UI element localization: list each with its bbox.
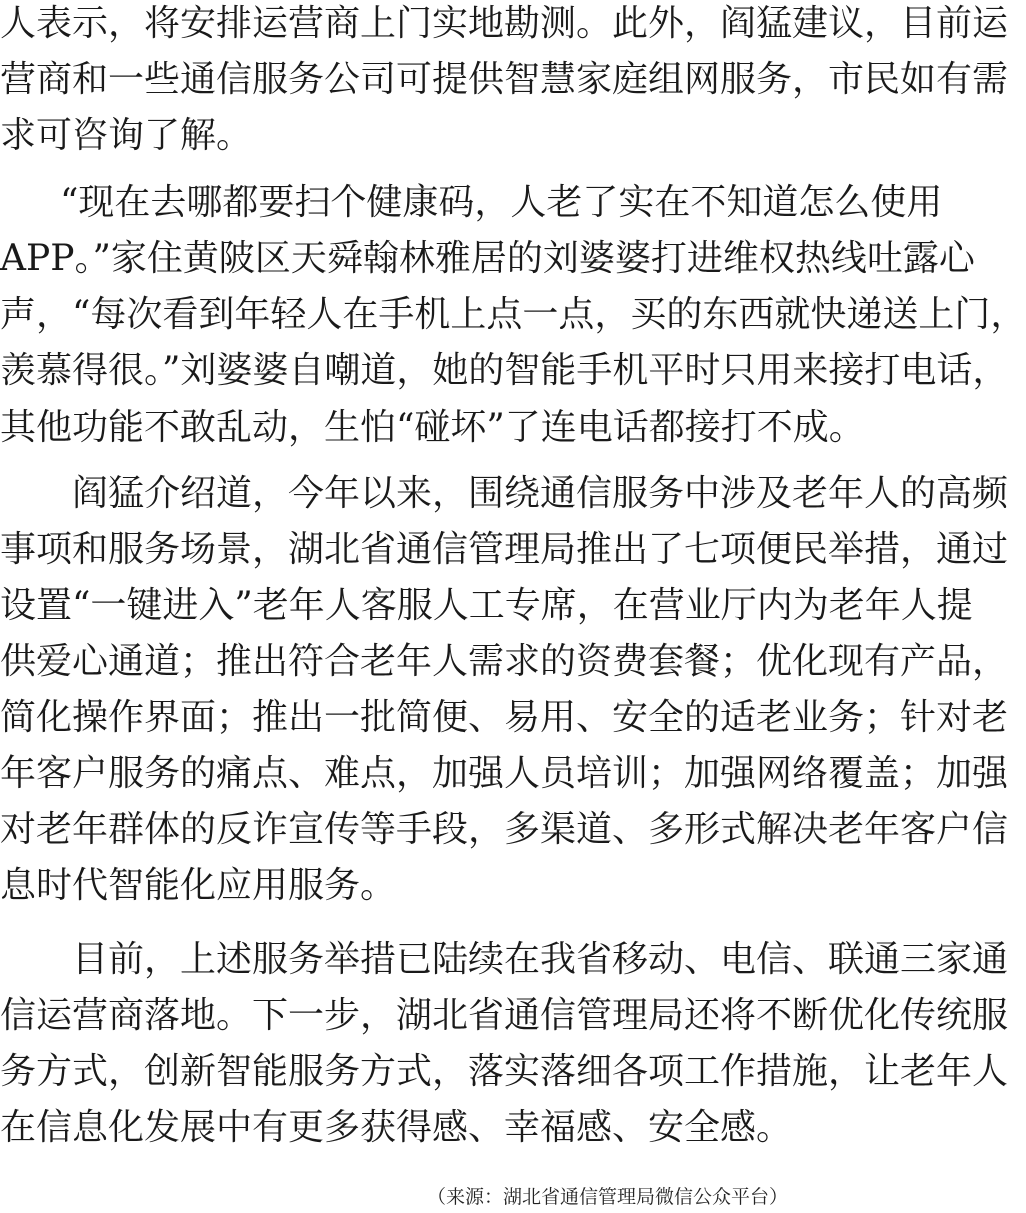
- paragraph-3-line-1: 阎猛介绍道，今年以来，围绕通信服务中涉及老年人的高频: [72, 473, 1009, 514]
- paragraph-2-line-3: 声，“每次看到年轻人在手机上点一点，买的东西就快递送上门，: [0, 294, 1026, 335]
- paragraph-4-line-2: 信运营商落地。下一步，湖北省通信管理局还将不断优化传统服: [0, 995, 1009, 1036]
- paragraph-3-line-8: 息时代智能化应用服务。: [0, 865, 397, 906]
- paragraph-2-line-5: 其他功能不敢乱动，生怕“碰坏”了连电话都接打不成。: [0, 407, 865, 448]
- paragraph-3-line-5: 简化操作界面；推出一批简便、易用、安全的适老业务；针对老: [0, 697, 1009, 738]
- paragraph-2-line-2: APP。”家住黄陂区天舜翰林雅居的刘婆婆打进维权热线吐露心: [0, 238, 975, 279]
- paragraph-2-line-1: “现在去哪都要扫个健康码，人老了实在不知道怎么使用: [60, 182, 943, 223]
- paragraph-3-line-3: 设置“一键进入”老年人客服人工专席，在营业厅内为老年人提: [0, 585, 973, 626]
- paragraph-3-line-6: 年客户服务的痛点、难点，加强人员培训；加强网络覆盖；加强: [0, 753, 1009, 794]
- paragraph-4-line-4: 在信息化发展中有更多获得感、幸福感、安全感。: [0, 1107, 793, 1148]
- paragraph-3-line-7: 对老年群体的反诈宣传等手段，多渠道、多形式解决老年客户信: [0, 809, 1009, 850]
- paragraph-4-line-1: 目前，上述服务举措已陆续在我省移动、电信、联通三家通: [72, 939, 1009, 980]
- paragraph-1-line-1: 人表示，将安排运营商上门实地勘测。此外，阎猛建议，目前运: [0, 3, 1009, 44]
- paragraph-4-line-3: 务方式，创新智能服务方式，落实落细各项工作措施，让老年人: [0, 1051, 1009, 1092]
- paragraph-3-line-2: 事项和服务场景，湖北省通信管理局推出了七项便民举措，通过: [0, 529, 1009, 570]
- paragraph-2-line-4: 羡慕得很。”刘婆婆自嘲道，她的智能手机平时只用来接打电话，: [0, 350, 1009, 391]
- source-attribution: （来源：湖北省通信管理局微信公众平台）: [426, 1186, 788, 1208]
- paragraph-1-line-3: 求可咨询了解。: [0, 115, 253, 156]
- paragraph-1-line-2: 营商和一些通信服务公司可提供智慧家庭组网服务，市民如有需: [0, 59, 1009, 100]
- paragraph-3-line-4: 供爱心通道；推出符合老年人需求的资费套餐；优化现有产品，: [0, 641, 1009, 682]
